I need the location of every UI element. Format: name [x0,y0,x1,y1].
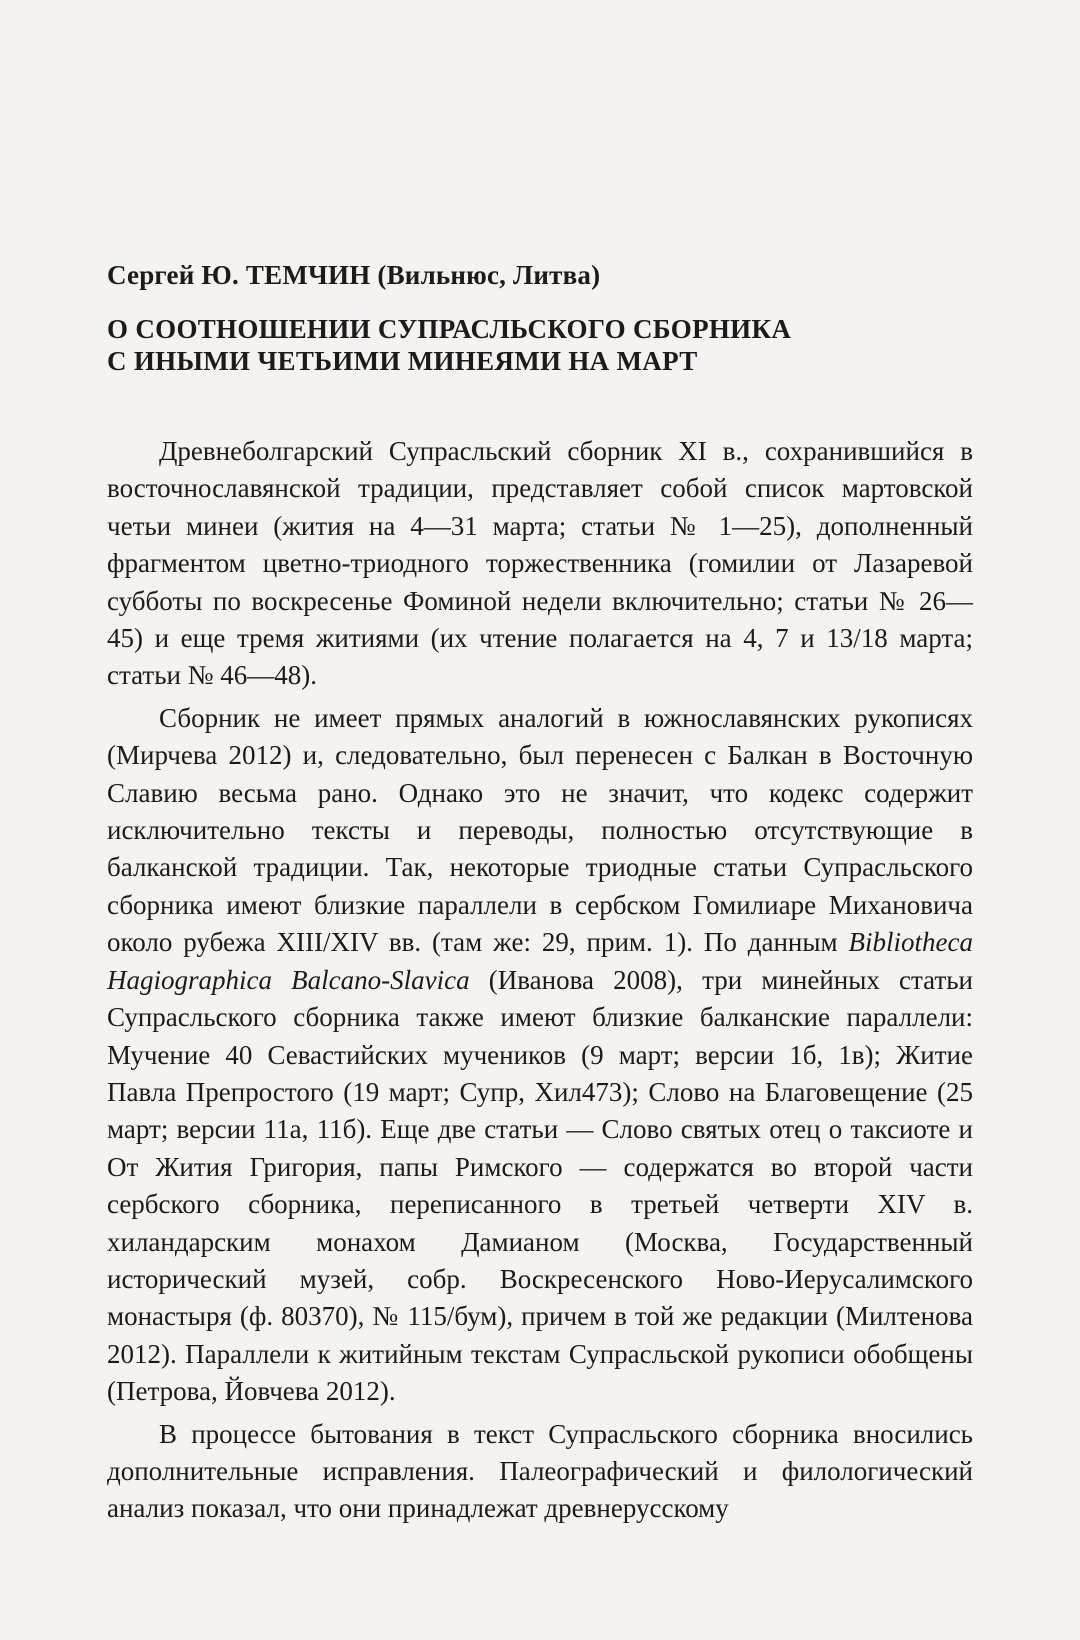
page-content [107,257,973,1528]
author-line [107,257,973,293]
author-location: (Вильнюс, Литва) [377,260,601,290]
author-name: Сергей Ю. ТЕМЧИН [107,260,371,290]
paragraph-3: В процессе бытования в текст Супрасльского сборника вносились дополнительные исправления. Палеографический и филологический анализ показал, что они принадлежат древнерусскому [107,1418,973,1524]
article-body [107,433,973,1528]
paragraph-2-italic-title: Bibliotheca Hagiographica Balcano-Slavica [107,927,973,995]
title-line-1: О СООТНОШЕНИИ СУПРАСЛЬСКОГО СБОРНИКА [107,314,792,344]
paragraph-2-text-b: (Иванова 2008), три минейных статьи Супрасльского сборника также имеют близкие балканские параллели: Мучение 40 Севастийских мучеников (9 март; версии 1б, 1в); Житие Павла Препростого (19 март; Супр, Хил473); Слово на Благовещение (25 март; версии 11а, 11б). Еще две статьи — Слово святых отец о таксиоте и От Жития Григория, папы Римского — содержатся во второй части сербского сборника, переписанного в третьей четверти XIV в. хиландарским монахом Дамианом (Москва, Государственный исторический музей, собр. Воскресенского Ново-Иерусалимского монастыря (ф. 80370), № 115/бум), причем в той же редакции (Милтенова 2012). Параллели к житийным текстам Супрасльской рукописи обобщены (Петрова, Йовчева 2012). [107,964,974,1407]
paragraph-1: Древнеболгарский Супрасльский сборник XI в., сохранившийся в восточнославянской традиции, представляет собой список мартовской четьи минеи (жития на 4—31 марта; статьи № 1—25), дополненный фрагментом цветно-триодного торжественника (гомилии от Лазаревой субботы по воскресенье Фоминой недели включительно; статьи № 26—45) и еще тремя житиями (их чтение полагается на 4, 7 и 13/18 марта; статьи № 46—48). [107,436,973,691]
paragraph-2-text-a: Сборник не имеет прямых аналогий в южнославянских рукописях (Мирчева 2012) и, следовательно, был перенесен с Балкан в Восточную Славию весьма рано. Однако это не значит, что кодекс содержит исключительно тексты и переводы, полностью отсутствующие в балканской традиции. Так, некоторые триодные статьи Супрасльского сборника имеют близкие параллели в сербском Гомилиаре Михановича около рубежа XIII/XIV вв. (там же: 29, прим. 1). По данным [107,702,973,958]
paragraph-2 [107,700,973,1411]
article-title [107,313,973,377]
title-line-2: С ИНЫМИ ЧЕТЬИМИ МИНЕЯМИ НА МАРТ [107,346,698,376]
